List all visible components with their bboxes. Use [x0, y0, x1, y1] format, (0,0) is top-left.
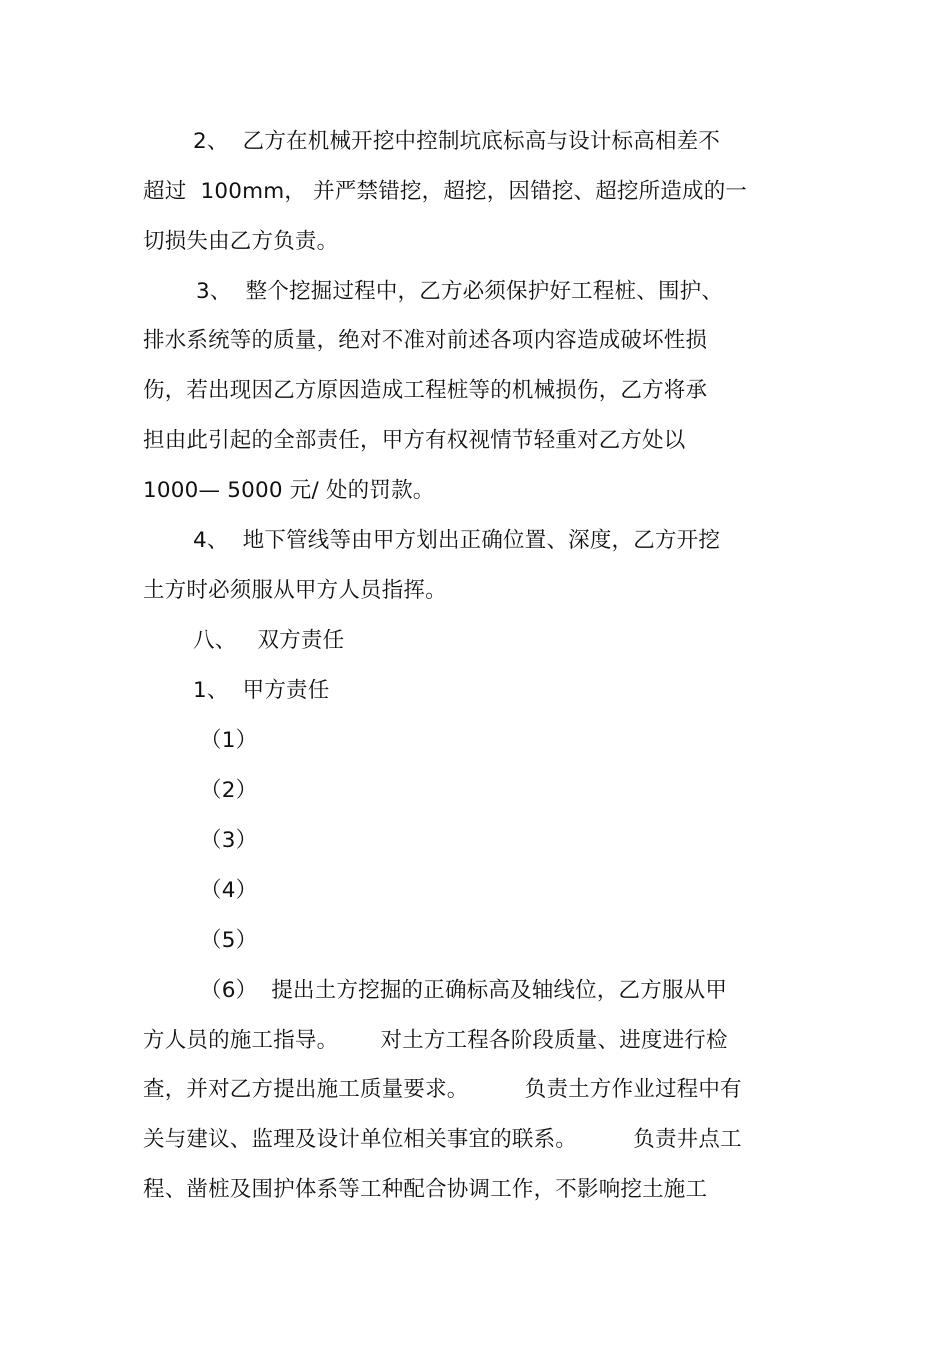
list-item: （2） [200, 778, 258, 803]
section-heading: 八、 双方责任 [193, 628, 345, 653]
text-line: 3、 整个挖掘过程中，乙方必须保护好工程桩、围护、 [196, 279, 724, 304]
text-line: 超过 100mm， 并严禁错挖，超挖，因错挖、超挖所造成的一 [143, 179, 748, 204]
text-line: 4、 地下管线等由甲方划出正确位置、深度，乙方开挖 [193, 528, 721, 553]
text-line: 伤，若出现因乙方原因造成工程桩等的机械损伤，乙方将承 [143, 378, 708, 403]
list-item: （6） 提出土方挖掘的正确标高及轴线位，乙方服从甲 [200, 978, 728, 1003]
text-line: 排水系统等的质量，绝对不准对前述各项内容造成破坏性损 [143, 328, 708, 353]
list-item: （1） [200, 728, 258, 753]
text-line: 切损失由乙方负责。 [143, 229, 339, 254]
text-line: 1000— 5000 元/ 处的罚款。 [143, 478, 435, 503]
text-line: 方人员的施工指导。 对土方工程各阶段质量、进度进行检 [143, 1028, 728, 1053]
text-line: 关与建议、监理及设计单位相关事宜的联系。 负责井点工 [143, 1127, 742, 1152]
text-line: 土方时必须服从甲方人员指挥。 [143, 578, 447, 603]
subsection-heading: 1、 甲方责任 [193, 678, 330, 703]
text-line: 程、凿桩及围护体系等工种配合协调工作，不影响挖土施工 [143, 1177, 708, 1202]
list-item: （5） [200, 928, 258, 953]
text-line: 2、 乙方在机械开挖中控制坑底标高与设计标高相差不 [193, 129, 721, 154]
text-line: 查，并对乙方提出施工质量要求。 负责土方作业过程中有 [143, 1077, 742, 1102]
text-line: 担由此引起的全部责任，甲方有权视情节轻重对乙方处以 [143, 428, 686, 453]
list-item: （4） [200, 878, 258, 903]
list-item: （3） [200, 828, 258, 853]
